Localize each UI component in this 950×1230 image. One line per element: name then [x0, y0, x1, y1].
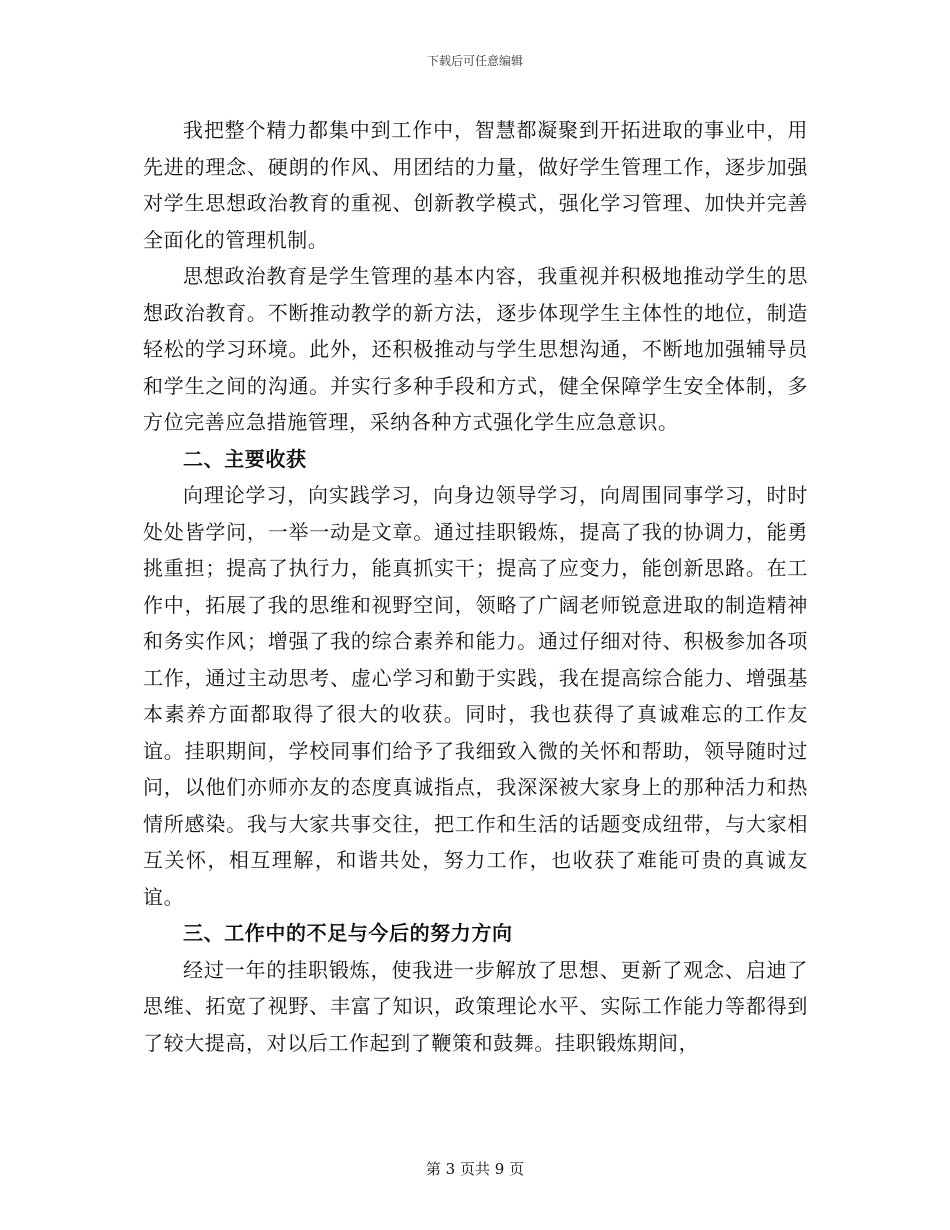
section-heading: 三、工作中的不足与今后的努力方向	[183, 921, 513, 945]
page-number: 第 3 页共 9 页	[425, 1160, 525, 1178]
body-paragraph: 经过一年的挂职锻炼，使我进一步解放了思想、更新了观念、启迪了思维、拓宽了视野、丰富了知识，政策理论水平、实际工作能力等都得到了较大提高，对以后工作起到了鞭策和鼓舞。挂职锻炼期间，	[143, 957, 808, 1055]
body-paragraph: 思想政治教育是学生管理的基本内容，我重视并积极地推动学生的思想政治教育。不断推动教学的新方法，逐步体现学生主体性的地位，制造轻松的学习环境。此外，还积极推动与学生思想沟通，不断地加强辅导员和学生之间的沟通。并实行多种手段和方式，健全保障学生安全体制，多方位完善应急措施管理，采纳各种方式强化学生应急意识。	[143, 264, 808, 434]
document-body	[143, 112, 808, 1061]
body-paragraph: 向理论学习，向实践学习，向身边领导学习，向周围同事学习，时时处处皆学问，一举一动是文章。通过挂职锻炼，提高了我的协调力，能勇挑重担；提高了执行力，能真抓实干；提高了应变力，能创新思路。在工作中，拓展了我的思维和视野空间，领略了广阔老师锐意进取的制造精神和务实作风；增强了我的综合素养和能力。通过仔细对待、积极参加各项工作，通过主动思考、虚心学习和勤于实践，我在提高综合能力、增强基本素养方面都取得了很大的收获。同时，我也获得了真诚难忘的工作友谊。挂职期间，学校同事们给予了我细致入微的关怀和帮助，领导随时过问，以他们亦师亦友的态度真诚指点，我深深被大家身上的那种活力和热情所感染。我与大家共事交往，把工作和生活的话题变成纽带，与大家相互关怀，相互理解，和谐共处，努力工作，也收获了难能可贵的真诚友谊。	[143, 483, 808, 909]
section-heading: 二、主要收获	[183, 446, 307, 471]
body-paragraph: 我把整个精力都集中到工作中，智慧都凝聚到开拓进取的事业中，用先进的理念、硬朗的作风、用团结的力量，做好学生管理工作，逐步加强对学生思想政治教育的重视、创新教学模式，强化学习管理、加快并完善全面化的管理机制。	[143, 118, 808, 252]
page-header-note: 下载后可任意编辑	[426, 54, 523, 68]
